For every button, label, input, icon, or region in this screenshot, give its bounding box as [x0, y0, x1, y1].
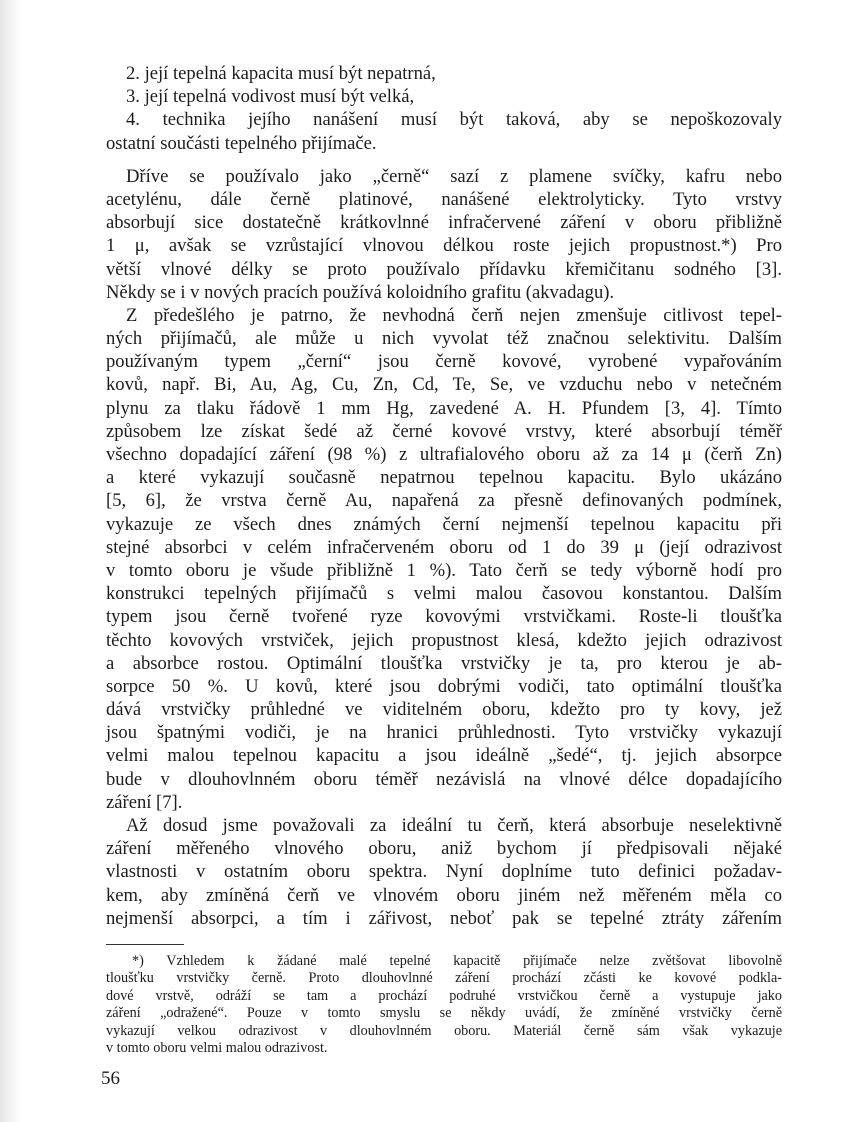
text-line: kem, aby zmíněná čerň ve vlnovém oboru jiném než měřeném měla co — [106, 884, 782, 906]
text-line: větší vlnové délky se proto používalo přídavku křemičitanu sodného [3]. — [106, 258, 782, 280]
footnote-line: dové vrstvě, odráží se tam a prochází podruhé vrstvičkou černě a vystupuje jako — [106, 987, 782, 1004]
paragraph-2 — [106, 304, 782, 814]
text-line: sorpce 50 %. U kovů, které jsou dobrými vodiči, tato optimální tloušťka — [106, 675, 782, 697]
text-line: v tomto oboru je všude přibližně 1 %). Tato čerň se tedy výborně hodí pro — [106, 559, 782, 581]
text-line: nejmenší absorpci, a tím i zářivost, neboť pak se tepelné ztráty zářením — [106, 907, 782, 929]
text-line: Až dosud jsme považovali za ideální tu čerň, která absorbuje neselektivně — [126, 815, 782, 836]
list-item: 4. technika jejího nanášení musí být taková, aby se nepoškozovaly — [126, 109, 782, 131]
text-line: konstrukci tepelných přijímačů s velmi malou časovou konstantou. Dalším — [106, 583, 782, 605]
text-line: Někdy se i v nových pracích používá koloidního grafitu (akvadagu). — [106, 281, 615, 303]
requirements-list — [106, 62, 782, 155]
text-line: a absorbce rostou. Optimální tloušťka vrstvičky je ta, pro kterou je ab- — [106, 652, 782, 674]
text-line: Dříve se používalo jako „černě“ sazí z plamene svíčky, kafru nebo — [126, 165, 782, 187]
text-line: a které vykazují současně nepatrnou tepelnou kapacitu. Bylo ukázáno — [106, 467, 782, 489]
page-body — [106, 62, 782, 1058]
text-line: způsobem lze získat šedé až černé kovové vrstvy, které absorbují téměř — [106, 420, 782, 442]
text-line: bude v dlouhovlnném oboru téměř nezávislá na vlnové délce dopadajícího — [106, 768, 782, 790]
text-line: [5, 6], že vrstva černě Au, napařená za přesně definovaných podmínek, — [106, 490, 782, 512]
scan-edge — [0, 0, 22, 1122]
text-line: absorbují sice dostatečně krátkovlnné infračervené záření v oboru přibližně — [106, 212, 782, 234]
text-line: Z předešlého je patrno, že nevhodná čerň nejen zmenšuje citlivost tepel- — [126, 304, 782, 326]
paragraph-3 — [106, 814, 782, 930]
text-line: dává vrstvičky průhledné ve viditelném oboru, kdežto pro ty kovy, jež — [106, 699, 782, 721]
text-line: záření měřeného vlnového oboru, aniž bychom jí předpisovali nějaké — [106, 838, 782, 860]
footnote — [106, 953, 782, 1058]
text-line: používaným typem „černí“ jsou černě kovové, vyrobené vypařováním — [106, 351, 782, 373]
page-number: 56 — [101, 1068, 120, 1089]
text-line: vlastnosti v ostatním oboru spektra. Nyní doplníme tuto definici požadav- — [106, 861, 782, 883]
text-line: acetylénu, dále černě platinové, nanášené elektrolyticky. Tyto vrstvy — [106, 188, 782, 210]
text-line: vykazuje ze všech dnes známých černí nejmenší tepelnou kapacitu při — [106, 513, 782, 535]
text-line: ných přijímačů, ale může u nich vyvolat též značnou selektivitu. Dalším — [106, 328, 782, 350]
footnote-line: v tomto oboru velmi malou odrazivost. — [106, 1040, 328, 1057]
text-line: jsou špatnými vodiči, je na hranici průhlednosti. Tyto vrstvičky vykazují — [106, 722, 782, 744]
text-line: 1 μ, avšak se vzrůstající vlnovou délkou roste jejich propustnost.*) Pro — [106, 235, 782, 257]
paragraph-1 — [106, 165, 782, 304]
footnote-rule — [106, 944, 184, 945]
list-item: 2. její tepelná kapacita musí být nepatrná, — [126, 63, 436, 84]
list-item: 3. její tepelná vodivost musí být velká, — [126, 86, 415, 108]
text-line: velmi malou tepelnou kapacitu a jsou ideálně „šedé“, tj. jejich absorpce — [106, 745, 782, 767]
text-line: všechno dopadající záření (98 %) z ultrafialového oboru až za 14 μ (čerň Zn) — [106, 444, 782, 465]
text-line: plynu za tlaku řádově 1 mm Hg, zavedené A. H. Pfundem [3, 4]. Tímto — [106, 397, 782, 419]
footnote-line: tloušťku vrstvičky černě. Proto dlouhovlnné záření prochází zčásti ke kovové podkla- — [106, 970, 782, 987]
text-line: stejné absorbci v celém infračerveném oboru od 1 do 39 μ (její odrazivost — [106, 536, 782, 558]
text-line: typem jsou černě tvořené ryze kovovými vrstvičkami. Roste-li tloušťka — [106, 606, 782, 628]
list-item: ostatní součásti tepelného přijímače. — [106, 132, 377, 154]
footnote-line: *) Vzhledem k žádané malé tepelné kapacitě přijímače nelze zvětšovat libovolně — [132, 952, 782, 969]
footnote-line: vykazují velkou odrazivost v dlouhovlnném oboru. Materiál černě sám však vykazuje — [106, 1022, 782, 1039]
text-line: těchto kovových vrstviček, jejich propustnost klesá, kdežto jejich odrazivost — [106, 629, 782, 651]
text-line: záření [7]. — [106, 791, 183, 813]
footnote-line: záření „odražené“. Pouze v tomto smyslu se někdy uvádí, že zmíněné vrstvičky černě — [106, 1005, 782, 1022]
text-line: kovů, např. Bi, Au, Ag, Cu, Zn, Cd, Te, Se, ve vzduchu nebo v netečném — [106, 374, 782, 396]
